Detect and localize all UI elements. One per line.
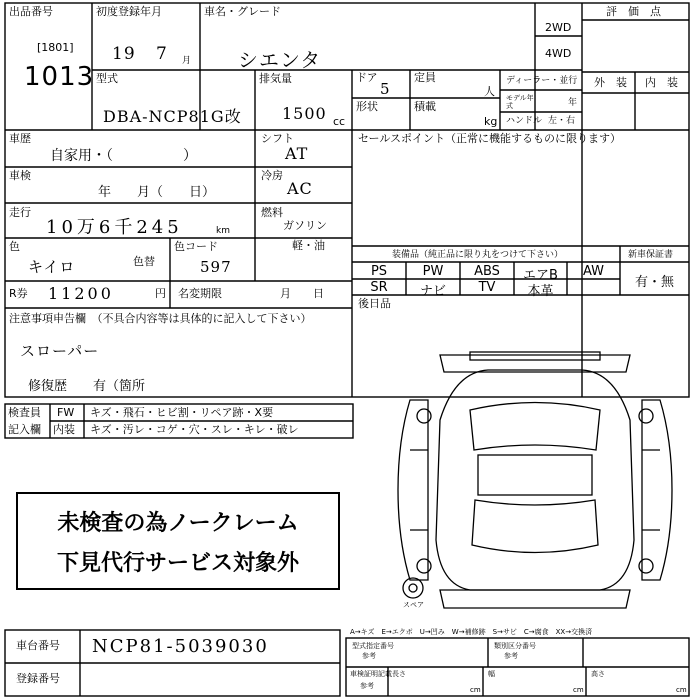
- vehicle-cert-label: 車検証明記載: [350, 670, 392, 678]
- notes-content: スローパー: [20, 342, 100, 360]
- ac-label: 冷房: [261, 169, 283, 182]
- fw-label: FW: [57, 406, 75, 419]
- ac-value: AC: [287, 179, 313, 198]
- notice-line-2: 下見代行サービス対象外: [56, 551, 299, 576]
- model-value: DBA-NCP81G改: [103, 107, 242, 126]
- equip-pw: PW: [422, 264, 444, 279]
- dealer-label: ディーラー・並行: [506, 76, 578, 86]
- class-ref: 参考: [504, 652, 518, 660]
- color-code-value: 597: [200, 258, 232, 276]
- width-unit: cm: [573, 686, 584, 694]
- equip-abs: ABS: [474, 264, 500, 279]
- notice-box: [16, 492, 340, 590]
- color-code-label: 色コード: [174, 240, 218, 253]
- class-label: 類別区分番号: [494, 642, 536, 650]
- history-value: 自家用・（ ）: [50, 148, 197, 164]
- drive-2wd: 2WD: [545, 21, 572, 34]
- car-name: シエンタ: [238, 48, 322, 72]
- capacity-unit: 人: [484, 85, 495, 98]
- reg-month: 7: [156, 44, 168, 64]
- inspector-label-1: 検査員: [8, 406, 41, 419]
- doors-value: 5: [380, 80, 391, 98]
- handle-value: 左・右: [548, 116, 576, 126]
- reg-month-unit: 月: [182, 56, 192, 66]
- fuel-diesel: 軽・油: [292, 239, 325, 252]
- width-label: 幅: [488, 670, 495, 678]
- equipment-label: 装備品（純正品に限り丸をつけて下さい）: [392, 250, 564, 260]
- inspector-label-2: 記入欄: [8, 423, 41, 436]
- interior-label: 内 装: [645, 76, 678, 89]
- shift-value: AT: [285, 144, 309, 163]
- model-label: 型式: [96, 72, 118, 85]
- equip-sr: SR: [370, 280, 388, 295]
- warranty-label: 新車保証書: [628, 250, 674, 260]
- designation-ref: 参考: [362, 652, 376, 660]
- exterior-label: 外 装: [594, 76, 627, 89]
- capacity-label: 定員: [414, 71, 436, 84]
- notice-line-1: 未検査の為ノークレーム: [57, 511, 299, 536]
- equip-leather: 本革: [527, 284, 554, 299]
- reg-year: 19: [112, 44, 136, 64]
- equip-tv: TV: [478, 280, 496, 295]
- height-label: 高さ: [591, 670, 605, 678]
- handle-label: ハンドル: [506, 116, 543, 126]
- shift-label: シフト: [261, 132, 294, 145]
- height-unit: cm: [676, 686, 687, 694]
- inspection-value: 年 月（ 日）: [98, 185, 216, 200]
- shape-label: 形状: [356, 100, 378, 113]
- fw-items: キズ・飛石・ヒビ割・リペア跡・X要: [90, 406, 274, 419]
- equip-navi: ナビ: [419, 284, 446, 299]
- lot-number: 1013: [24, 62, 95, 92]
- first-reg-label: 初度登録年月: [96, 5, 162, 18]
- damage-legend: A→キズ E→エクボ U→凹み W→補修跡 S→サビ C→腐食 XX→交換済: [350, 628, 593, 636]
- load-unit: kg: [484, 115, 498, 128]
- repair-history-label: 修復歴 有（箇所: [28, 379, 146, 394]
- chassis-value: NCP81-5039030: [92, 636, 269, 657]
- recycle-unit: 円: [155, 287, 166, 300]
- equip-airbag: エアB: [523, 268, 558, 283]
- reg-number-label: 登録番号: [16, 672, 60, 685]
- interior-items: キズ・汚レ・コゲ・穴・スレ・キレ・破レ: [90, 423, 299, 436]
- warranty-value: 有・無: [634, 275, 674, 290]
- lot-label: 出品番号: [9, 5, 53, 18]
- notes-label: 注意事項申告欄 （不具合内容等は具体的に記入して下さい）: [9, 312, 312, 325]
- fuel-label: 燃料: [261, 206, 283, 219]
- mileage-label: 走行: [9, 206, 31, 219]
- load-label: 積載: [414, 100, 436, 113]
- car-name-label: 車名・グレード: [204, 5, 281, 18]
- color-label: 色: [9, 240, 20, 253]
- drive-4wd: 4WD: [545, 47, 572, 60]
- repaint-label: 色替: [133, 255, 155, 268]
- model-year-label: モデル年式: [506, 94, 534, 110]
- length-label: 長さ: [392, 670, 406, 678]
- disp-label: 排気量: [259, 72, 292, 85]
- sales-point-label: セールスポイント（正常に機能するものに限ります）: [358, 132, 622, 145]
- auction-code: [1801]: [37, 41, 74, 54]
- color-value: キイロ: [28, 258, 76, 276]
- score-label: 評 価 点: [606, 5, 661, 18]
- inspection-label: 車検: [9, 169, 31, 182]
- interior-inspect-label: 内装: [53, 423, 75, 436]
- equip-ps: PS: [370, 264, 388, 279]
- rear-items-label: 後日品: [358, 297, 391, 310]
- recycle-label: R券: [9, 287, 28, 300]
- mileage-value: 10万6千245: [46, 217, 183, 238]
- chassis-label: 車台番号: [16, 639, 60, 652]
- disp-value: 1500: [282, 104, 327, 123]
- model-year-unit: 年: [568, 98, 578, 108]
- equip-aw: AW: [582, 264, 605, 279]
- name-change-label: 名変期限: [178, 287, 222, 300]
- car-diagram: [398, 352, 672, 608]
- door-label: ドア: [356, 71, 378, 84]
- vehicle-cert-ref: 参考: [360, 682, 374, 690]
- disp-unit: cc: [333, 115, 346, 128]
- length-unit: cm: [470, 686, 481, 694]
- name-change-value: 月 日: [280, 287, 324, 300]
- mileage-unit: km: [216, 226, 230, 236]
- designation-label: 型式指定番号: [352, 642, 394, 650]
- history-label: 車歴: [9, 132, 31, 145]
- fuel-gasoline: ガソリン: [283, 219, 327, 232]
- spare-label: スペア: [403, 601, 424, 609]
- recycle-fee: 11200: [48, 284, 114, 303]
